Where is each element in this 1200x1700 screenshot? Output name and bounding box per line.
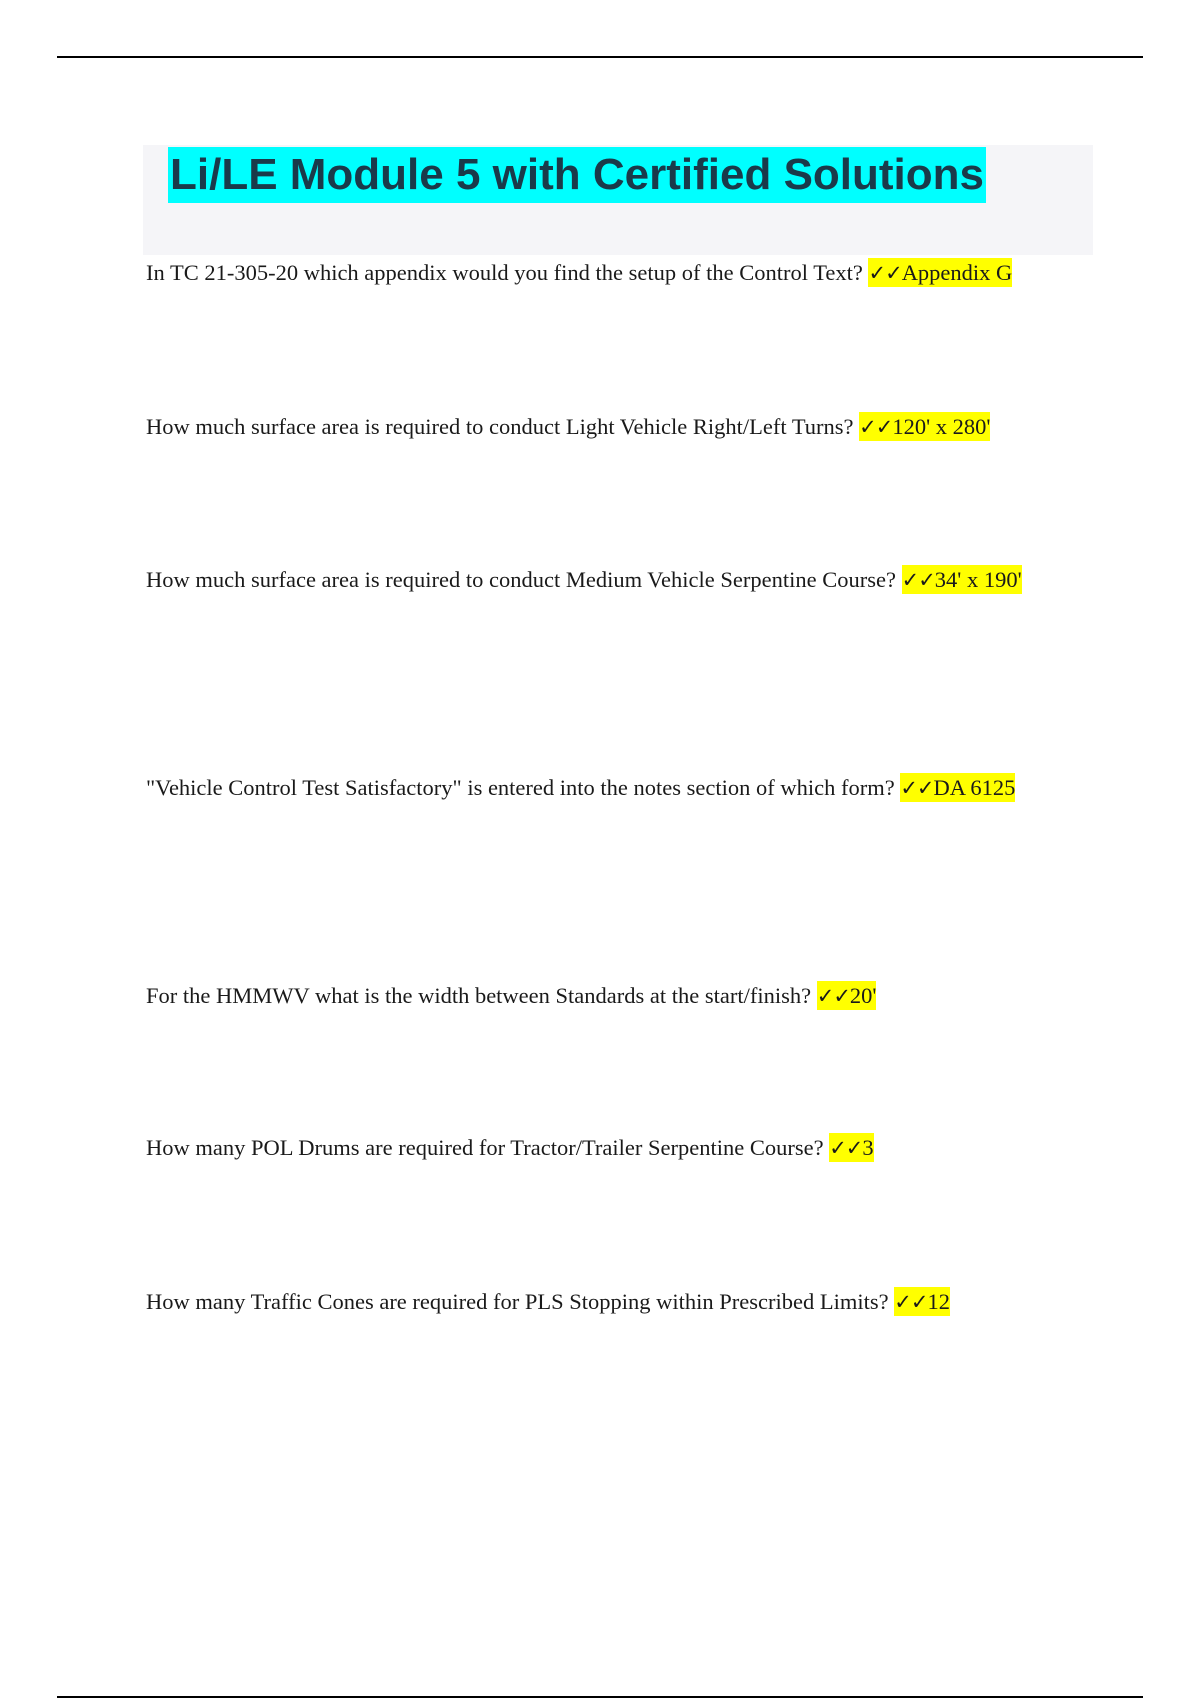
qa-item-6	[146, 1117, 1086, 1179]
answer-text: DA 6125	[933, 775, 1016, 800]
question-text: For the HMMWV what is the width between Standards at the start/finish?	[146, 983, 812, 1008]
answer-text: 12	[927, 1289, 950, 1314]
answer-highlight	[829, 1133, 873, 1162]
answer-text: 120' x 280'	[892, 414, 991, 439]
question-text: How many POL Drums are required for Tractor/Trailer Serpentine Course?	[146, 1135, 824, 1160]
double-check-icon: ✓✓	[829, 1136, 863, 1160]
qa-item-7	[146, 1271, 1086, 1333]
question-text: How much surface area is required to conduct Light Vehicle Right/Left Turns?	[146, 414, 854, 439]
answer-highlight	[859, 412, 990, 441]
question-text: "Vehicle Control Test Satisfactory" is entered into the notes section of which form?	[146, 775, 895, 800]
qa-item-1	[146, 242, 1086, 304]
double-check-icon: ✓✓	[816, 984, 850, 1008]
double-check-icon: ✓✓	[868, 261, 902, 285]
answer-highlight	[868, 258, 1012, 287]
answer-text: Appendix G	[901, 260, 1013, 285]
title-block	[143, 145, 1093, 255]
question-text: How many Traffic Cones are required for PLS Stopping within Prescribed Limits?	[146, 1289, 889, 1314]
double-check-icon: ✓✓	[859, 415, 893, 439]
question-text: In TC 21-305-20 which appendix would you find the setup of the Control Text?	[146, 260, 863, 285]
double-check-icon: ✓✓	[900, 776, 934, 800]
qa-item-5	[146, 965, 1086, 1027]
answer-text: 34' x 190'	[934, 567, 1022, 592]
header-rule	[57, 56, 1143, 58]
qa-item-2	[146, 396, 1086, 458]
double-check-icon: ✓✓	[894, 1290, 928, 1314]
answer-highlight	[902, 565, 1022, 594]
answer-text: 20'	[849, 983, 877, 1008]
answer-highlight	[894, 1287, 950, 1316]
answer-text: 3	[862, 1135, 874, 1160]
footer-rule	[57, 1696, 1143, 1698]
qa-item-4	[146, 757, 1086, 819]
document-title: Li/LE Module 5 with Certified Solutions	[168, 147, 986, 203]
double-check-icon: ✓✓	[901, 568, 935, 592]
answer-highlight	[900, 773, 1015, 802]
answer-highlight	[817, 981, 877, 1010]
qa-item-3	[146, 549, 1086, 611]
question-text: How much surface area is required to conduct Medium Vehicle Serpentine Course?	[146, 567, 896, 592]
